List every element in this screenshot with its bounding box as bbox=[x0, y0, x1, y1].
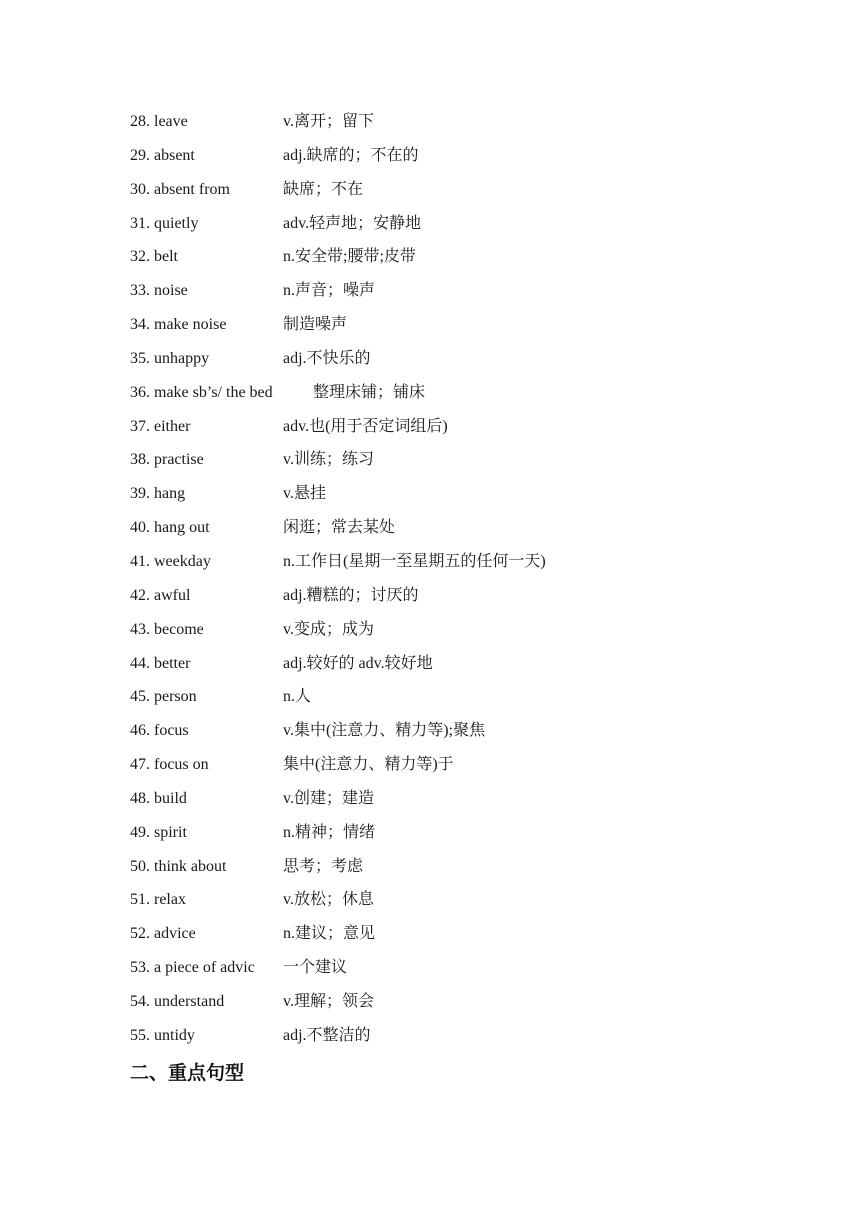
vocab-term: 41. weekday bbox=[130, 552, 211, 570]
vocab-term: 50. think about bbox=[130, 857, 227, 875]
vocab-meaning: v.变成；成为 bbox=[283, 620, 374, 638]
vocab-meaning: 缺席；不在 bbox=[283, 180, 364, 198]
vocab-row bbox=[130, 210, 750, 244]
vocab-row bbox=[130, 785, 750, 819]
vocab-term: 39. hang bbox=[130, 485, 186, 503]
vocab-term: 35. unhappy bbox=[130, 349, 210, 367]
vocab-row bbox=[130, 480, 750, 514]
vocab-meaning: n.精神；情绪 bbox=[283, 823, 376, 841]
vocab-row bbox=[130, 819, 750, 853]
vocab-term: 36. make sb’s/ the bed bbox=[130, 383, 273, 401]
vocab-term: 37. either bbox=[130, 417, 191, 435]
vocab-row bbox=[130, 345, 750, 379]
vocab-term: 30. absent from bbox=[130, 180, 230, 198]
vocab-term: 40. hang out bbox=[130, 519, 210, 537]
vocab-meaning: n.安全带;腰带;皮带 bbox=[283, 248, 416, 266]
vocab-term: 46. focus bbox=[130, 722, 189, 740]
vocab-meaning: 整理床铺；铺床 bbox=[313, 383, 426, 401]
vocab-meaning: 思考；考虑 bbox=[283, 857, 364, 875]
vocab-row bbox=[130, 277, 750, 311]
vocab-term: 34. make noise bbox=[130, 316, 227, 334]
vocab-meaning: 集中(注意力、精力等)于 bbox=[283, 756, 454, 774]
vocab-meaning: v.离开；留下 bbox=[283, 113, 374, 130]
vocab-row bbox=[130, 548, 750, 582]
vocab-meaning: v.创建；建造 bbox=[283, 789, 374, 807]
vocab-term: 49. spirit bbox=[130, 823, 187, 841]
vocab-meaning: 闲逛；常去某处 bbox=[283, 519, 396, 537]
vocab-term: 51. relax bbox=[130, 891, 186, 909]
vocab-row bbox=[130, 988, 750, 1022]
vocab-meaning: n.人 bbox=[283, 688, 312, 706]
vocab-meaning: v.放松；休息 bbox=[283, 891, 374, 909]
vocab-meaning: adj.缺席的；不在的 bbox=[283, 146, 419, 164]
vocab-term: 43. become bbox=[130, 620, 204, 638]
vocab-list bbox=[130, 108, 750, 1056]
vocab-row bbox=[130, 108, 750, 142]
vocab-meaning: v.理解；领会 bbox=[283, 992, 374, 1010]
vocab-term: 32. belt bbox=[130, 248, 178, 266]
vocab-term: 29. absent bbox=[130, 146, 195, 164]
vocab-term: 28. leave bbox=[130, 113, 188, 130]
vocab-row bbox=[130, 616, 750, 650]
vocab-row bbox=[130, 954, 750, 988]
vocab-term: 33. noise bbox=[130, 282, 188, 300]
vocab-row bbox=[130, 311, 750, 345]
vocab-meaning: v.训练；练习 bbox=[283, 451, 374, 469]
section-heading: 二、重点句型 bbox=[130, 1062, 245, 1084]
vocab-meaning: v.集中(注意力、精力等);聚焦 bbox=[283, 722, 486, 740]
vocab-row bbox=[130, 1022, 750, 1056]
vocab-meaning: n.建议；意见 bbox=[283, 925, 376, 943]
vocab-row bbox=[130, 751, 750, 785]
vocab-row bbox=[130, 379, 750, 413]
vocab-row bbox=[130, 514, 750, 548]
vocab-meaning: n.工作日(星期一至星期五的任何一天) bbox=[283, 552, 546, 570]
vocab-meaning: n.声音；噪声 bbox=[283, 282, 376, 300]
vocab-meaning: adv.也(用于否定词组后) bbox=[283, 417, 448, 435]
vocab-meaning: adj.不快乐的 bbox=[283, 349, 371, 367]
vocab-row bbox=[130, 243, 750, 277]
vocab-row bbox=[130, 683, 750, 717]
vocab-row bbox=[130, 717, 750, 751]
vocab-term: 45. person bbox=[130, 688, 197, 706]
vocab-term: 38. practise bbox=[130, 451, 204, 469]
vocab-term: 44. better bbox=[130, 654, 191, 672]
vocab-meaning: adj.较好的 adv.较好地 bbox=[283, 654, 433, 672]
vocab-row bbox=[130, 142, 750, 176]
vocab-row bbox=[130, 582, 750, 616]
vocab-term: 52. advice bbox=[130, 925, 196, 943]
vocab-row bbox=[130, 650, 750, 684]
vocab-term: 55. untidy bbox=[130, 1026, 195, 1044]
vocab-meaning: adj.糟糕的；讨厌的 bbox=[283, 586, 419, 604]
vocab-meaning: adj.不整洁的 bbox=[283, 1026, 371, 1044]
vocab-row bbox=[130, 446, 750, 480]
vocab-meaning: v.悬挂 bbox=[283, 485, 326, 503]
vocab-term: 31. quietly bbox=[130, 214, 199, 232]
vocab-meaning: 制造噪声 bbox=[283, 316, 348, 334]
vocab-row bbox=[130, 413, 750, 447]
vocab-row bbox=[130, 886, 750, 920]
vocab-meaning: adv.轻声地；安静地 bbox=[283, 214, 422, 232]
vocab-term: 47. focus on bbox=[130, 756, 209, 774]
vocab-term: 48. build bbox=[130, 789, 187, 807]
vocab-term: 42. awful bbox=[130, 586, 191, 604]
vocab-term: 53. a piece of advic bbox=[130, 959, 255, 977]
vocab-meaning: 一个建议 bbox=[283, 959, 348, 977]
vocab-row bbox=[130, 920, 750, 954]
vocab-row bbox=[130, 853, 750, 887]
vocab-term: 54. understand bbox=[130, 992, 225, 1010]
vocab-row bbox=[130, 176, 750, 210]
